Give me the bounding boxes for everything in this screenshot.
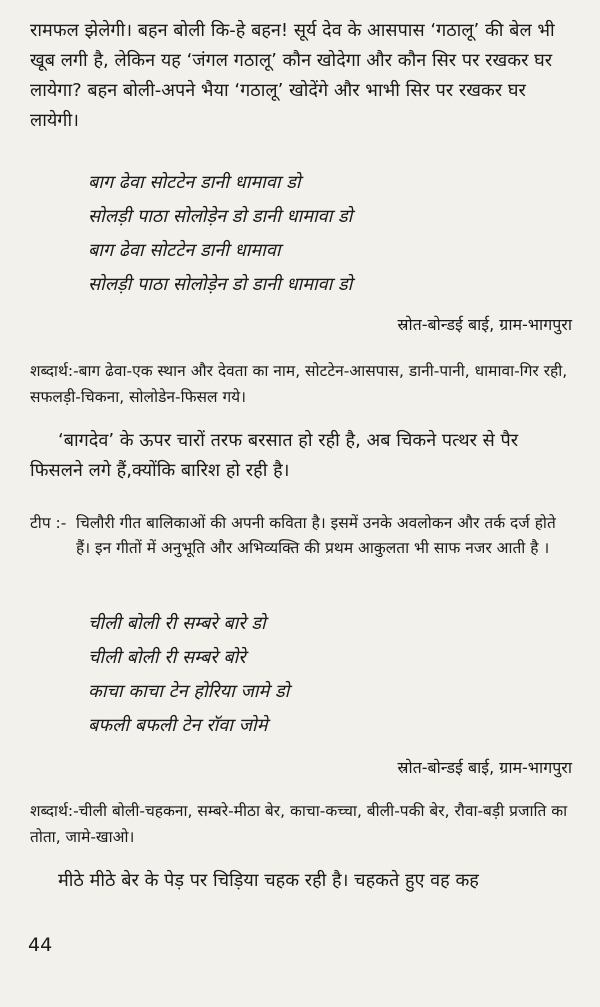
paragraph-intro: रामफल झेलेगी। बहन बोली कि-हे बहन! सूर्य देव के आसपास ‘गठालू’ की बेल भी खूब लगी है, लेकिन यह ‘जंगल गठालू’ कौन खोदेगा और कौन सिर पर रखकर घर लायेगा? बहन बोली-अपने भैया ‘गठालू’ खोदेंगे और भाभी सिर पर रखकर घर लायेगी। [30,20,555,131]
song-1-source: स्रोत-बोन्डई बाई, ग्राम-भागपुरा [397,315,572,334]
song-1-line: सोलड़ी पाठा सोलोड़ेन डो डानी धामावा डो [88,274,353,295]
song-2-source: स्रोत-बोन्डई बाई, ग्राम-भागपुरा [397,758,572,777]
song-1-line: सोलड़ी पाठा सोलोड़ेन डो डानी धामावा डो [88,206,353,227]
song-2-line: काचा काचा टेन होरिया जामे डो [88,681,290,702]
note-text: चिलौरी गीत बालिकाओं की अपनी कविता है। इसमें उनके अवलोकन और तर्क दर्ज होते हैं। इन गीतों में अनुभूति और अभिव्यक्ति की प्रथम आकुलता भी साफ नजर आती है । [76,514,556,557]
song-2-verse [88,607,568,743]
note-block [30,511,578,561]
song-1-line: बाग ढेवा सोटटेन डानी धामावा [88,240,281,261]
song-2-line: चीली बोली री सम्बरे बारे डो [88,613,266,634]
song-2-meaning: मीठे मीठे बेर के पेड़ पर चिड़िया चहक रही है। चहकते हुए वह कह [58,870,479,891]
song-1-meaning: ‘बागदेव’ के ऊपर चारों तरफ बरसात हो रही है, अब चिकने पत्थर से पैर फिसलने लगे हैं,क्योंकि बारिश हो रही है। [30,430,519,481]
song-1-glossary: शब्दार्थ:-बाग ढेवा-एक स्थान और देवता का नाम, सोटटेन-आसपास, डानी-पानी, धामावा-गिर रही, सफलड़ी-चिकना, सोलोडेन-फिसल गये। [30,362,568,406]
page-number: 44 [28,934,53,956]
song-1-line: बाग ढेवा सोटटेन डानी धामावा डो [88,172,301,193]
song-2-glossary: शब्दार्थ:-चीली बोली-चहकना, सम्बरे-मीठा बेर, काचा-कच्चा, बीली-पकी बेर, रौवा-बड़ी प्रजाति का तोता, जामे-खाओ। [30,802,568,846]
note-label: टीप :- [30,514,67,532]
song-2-line: बफली बफली टेन रॉवा जोमे [88,715,268,736]
song-1-verse [88,166,568,302]
song-2-line: चीली बोली री सम्बरे बोरे [88,647,246,668]
